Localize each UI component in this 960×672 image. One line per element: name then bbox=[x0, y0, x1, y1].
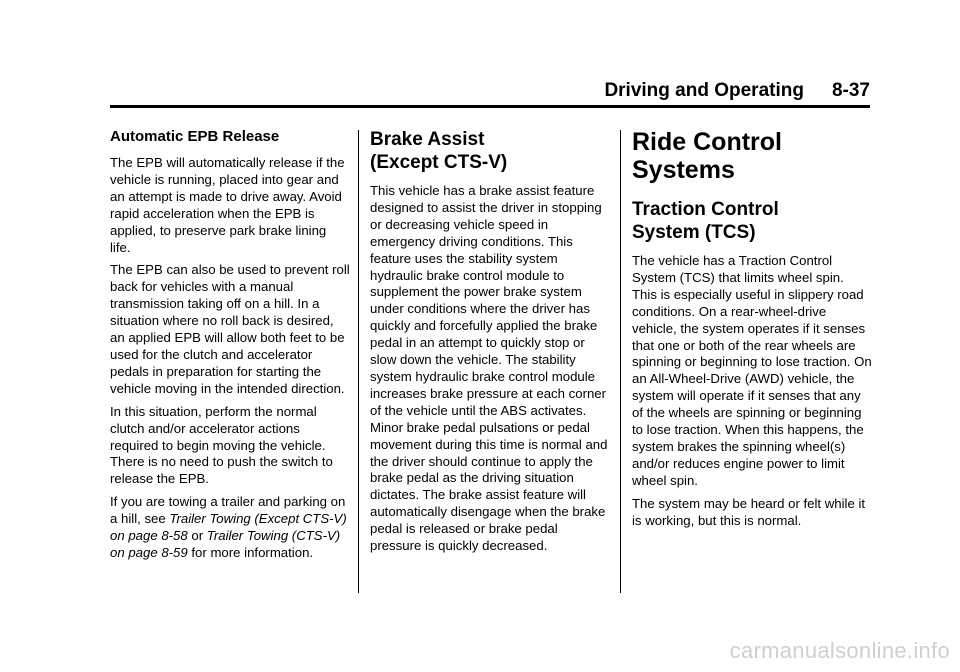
header-rule bbox=[110, 105, 870, 108]
link-trailer-towing-cts-v[interactable]: Trailer Towing (CTS-V) on page 8-59 bbox=[110, 528, 341, 560]
column-3 bbox=[632, 128, 872, 536]
text: If you are towing a trailer and parking on a hill, see bbox=[110, 494, 346, 527]
page-number: 8-37 bbox=[831, 80, 870, 101]
heading-line: System (TCS) bbox=[632, 222, 756, 243]
heading-line: (Except CTS-V) bbox=[370, 152, 508, 173]
heading-ride-control-systems: Ride Control Systems bbox=[632, 128, 782, 184]
heading-traction-control-system bbox=[632, 198, 872, 244]
heading-line: Traction Control bbox=[632, 199, 779, 220]
column-1 bbox=[110, 128, 350, 568]
watermark: carmanualsonline.info bbox=[729, 638, 950, 663]
column-2 bbox=[370, 128, 610, 561]
link-trailer-towing-except-cts-v[interactable]: Trailer Towing (Except CTS-V) on page 8-58 bbox=[110, 511, 347, 544]
text: for more information. bbox=[187, 544, 314, 560]
paragraph: The EPB can also be used to prevent roll back for vehicles with a manual transmission taking off on a hill. In a situation where no roll back is desired, an applied EPB will allow both feet to be used for the clutch and accelerator pedals in preparation for starting the vehicle moving in the intended direction. bbox=[110, 262, 350, 396]
heading-line: Brake Assist bbox=[370, 129, 485, 150]
section-title: Driving and Operating bbox=[604, 80, 804, 101]
text: or bbox=[187, 528, 207, 544]
paragraph: In this situation, perform the normal clutch and/or accelerator actions required to begin moving the vehicle. There is no need to push the switch to release the EPB. bbox=[110, 403, 333, 487]
heading-brake-assist bbox=[370, 128, 610, 174]
paragraph: The vehicle has a Traction Control System (TCS) that limits wheel spin. This is especially useful in slippery road conditions. On a rear-wheel-drive vehicle, the system operates if it senses that one or both of the rear wheels are spinning or beginning to lose traction. On an All-Wheel-Drive (AWD) vehicle, the system will operate if it senses that any of the wheels are spinning or beginning to lose traction. When this happens, the system brakes the spinning wheel(s) and/or reduces engine power to limit wheel spin. bbox=[632, 253, 872, 488]
paragraph bbox=[110, 494, 350, 562]
column-divider-2 bbox=[620, 130, 621, 593]
paragraph: The system may be heard or felt while it is working, but this is normal. bbox=[632, 495, 866, 528]
page-header bbox=[110, 80, 870, 102]
column-divider-1 bbox=[358, 130, 359, 593]
paragraph: The EPB will automatically release if the vehicle is running, placed into gear and an attempt is made to drive away. Avoid rapid acceleration when the EPB is applied, to preserve park brake lining life. bbox=[110, 155, 345, 255]
heading-automatic-epb-release: Automatic EPB Release bbox=[110, 128, 280, 145]
paragraph: This vehicle has a brake assist feature designed to assist the driver in stopping or decreasing vehicle speed in emergency driving conditions. This feature uses the stability system hydraulic brake control module to supplement the power brake system under conditions where the driver has quickly and forcefully applied the brake pedal in an attempt to quickly stop or slow down the vehicle. The stability system hydraulic brake control module increases brake pressure at each corner of the vehicle until the ABS activates. Minor brake pedal pulsations or pedal movement during this time is normal and the driver should continue to apply the brake pedal as the driving situation dictates. The brake assist feature will automatically disengage when the brake pedal is released or brake pedal pressure is quickly decreased. bbox=[370, 183, 608, 554]
